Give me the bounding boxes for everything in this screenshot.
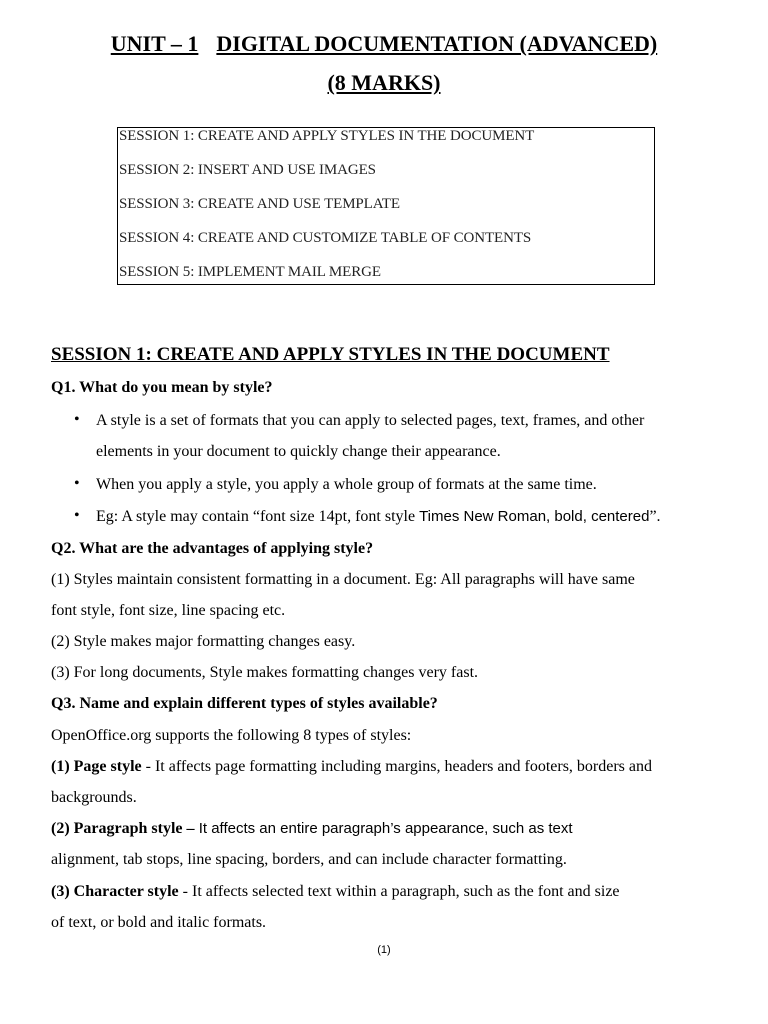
q3-style1 <box>51 758 652 776</box>
q1-bullet3 <box>96 508 661 526</box>
session1-heading: SESSION 1: CREATE AND APPLY STYLES IN THE DOCUMENT <box>51 344 610 365</box>
bullet-icon: • <box>74 475 80 492</box>
q2-answer2: (2) Style makes major formatting changes easy. <box>51 633 356 650</box>
q2-answer3: (3) For long documents, Style makes formatting changes very fast. <box>51 664 479 681</box>
q2-question: Q2. What are the advantages of applying style? <box>51 540 374 557</box>
q3-intro: OpenOffice.org supports the following 8 types of styles: <box>51 727 412 744</box>
bullet-icon: • <box>74 507 80 524</box>
q3-question: Q3. Name and explain different types of styles available? <box>51 695 438 712</box>
q3-style1-line2: backgrounds. <box>51 789 137 806</box>
q2-answer1-line1: (1) Styles maintain consistent formatting in a document. Eg: All paragraphs will have same <box>51 571 635 588</box>
unit-title: DIGITAL DOCUMENTATION (ADVANCED) <box>216 31 658 56</box>
session-item: SESSION 1: CREATE AND APPLY STYLES IN THE DOCUMENT <box>119 128 535 144</box>
bullet-icon: • <box>74 411 80 428</box>
q3-style2-line2: alignment, tab stops, line spacing, borders, and can include character formatting. <box>51 851 567 868</box>
q3-style2 <box>51 820 573 838</box>
q3-style2-label: (2) Paragraph style – <box>51 820 195 837</box>
q3-style3-line2: of text, or bold and italic formats. <box>51 914 267 931</box>
q3-style1-text: - It affects page formatting including margins, headers and footers, borders and <box>141 758 652 775</box>
q3-style2-text: It affects an entire paragraph’s appearance, such as text <box>194 820 573 837</box>
q3-style3 <box>51 883 620 901</box>
q2-answer1-line2: font style, font size, line spacing etc. <box>51 602 286 619</box>
q1-bullet3-prefix: Eg: A style may contain “font size 14pt, font style <box>96 508 420 525</box>
q3-style3-text: - It affects selected text within a paragraph, such as the font and size <box>178 883 620 900</box>
session-item: SESSION 3: CREATE AND USE TEMPLATE <box>119 196 400 212</box>
q1-bullet1-line1: A style is a set of formats that you can apply to selected pages, text, frames, and other <box>96 412 645 429</box>
marks-label: (8 MARKS) <box>327 70 441 95</box>
q1-bullet1-line2: elements in your document to quickly change their appearance. <box>96 443 501 460</box>
q3-style1-label: (1) Page style <box>51 758 142 775</box>
document-title <box>0 31 768 57</box>
q1-bullet3-font: Times New Roman, bold, centered <box>419 508 650 525</box>
q1-bullet2: When you apply a style, you apply a whole group of formats at the same time. <box>96 476 597 493</box>
q1-question: Q1. What do you mean by style? <box>51 379 273 396</box>
session-item: SESSION 2: INSERT AND USE IMAGES <box>119 162 376 178</box>
page-number: (1) <box>377 944 391 956</box>
session-item: SESSION 4: CREATE AND CUSTOMIZE TABLE OF CONTENTS <box>119 230 532 246</box>
sessions-table <box>117 127 655 285</box>
q1-bullet3-end: ”. <box>649 508 661 525</box>
q3-style3-label: (3) Character style <box>51 883 179 900</box>
unit-label: UNIT – 1 <box>110 31 199 56</box>
session-item: SESSION 5: IMPLEMENT MAIL MERGE <box>119 264 381 280</box>
